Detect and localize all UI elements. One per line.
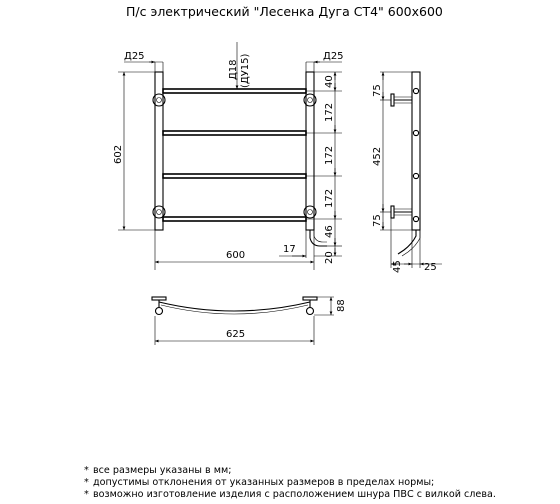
note-1: все размеры указаны в мм; (93, 465, 232, 476)
diam-left-label: Д25 (124, 51, 145, 62)
side-mount-bottom (391, 206, 412, 218)
depth-25-label: 25 (424, 262, 437, 273)
seg-46-label: 46 (324, 225, 335, 238)
drawing-title: П/с электрический "Лесенка Дуга СТ4" 600х600 (126, 4, 443, 19)
rung-2 (163, 131, 306, 135)
front-view (113, 42, 344, 270)
top-width-625-label: 625 (226, 329, 246, 340)
seg-172c-label: 172 (324, 188, 335, 208)
side-heater-cord (398, 230, 416, 254)
top-view (152, 297, 347, 345)
pipe-diam-sub-label: (ДУ15) (240, 53, 251, 88)
side-view (372, 72, 442, 273)
pipe-diam-label: Д18 (228, 59, 239, 80)
top-depth-88-label: 88 (336, 299, 347, 312)
diam-right-label: Д25 (323, 51, 344, 62)
side-mount-top (391, 94, 412, 106)
width-600-label: 600 (226, 250, 246, 261)
rung-3 (163, 174, 306, 178)
side-75-bottom-label: 75 (372, 214, 383, 227)
side-452-label: 452 (372, 146, 383, 166)
seg-40-label: 40 (324, 75, 335, 88)
seg-20-label: 20 (324, 251, 335, 264)
note-bullet: * (84, 465, 89, 476)
seg-172b-label: 172 (324, 145, 335, 165)
offset-17-label: 17 (283, 244, 296, 255)
seg-172a-label: 172 (324, 102, 335, 122)
rung-1 (163, 89, 306, 93)
note-2: допустимы отклонения от указанных размеров в пределах нормы; (93, 477, 435, 488)
notes (84, 465, 496, 500)
note-bullet: * (84, 477, 89, 488)
depth-45-label: 45 (392, 260, 403, 273)
rung-4 (163, 217, 306, 221)
note-bullet: * (84, 489, 89, 500)
note-3: возможно изготовление изделия с расположением шнура ПВС с вилкой слева. (93, 489, 496, 500)
side-post (412, 72, 420, 230)
side-75-top-label: 75 (372, 84, 383, 97)
height-602-label: 602 (113, 144, 124, 164)
